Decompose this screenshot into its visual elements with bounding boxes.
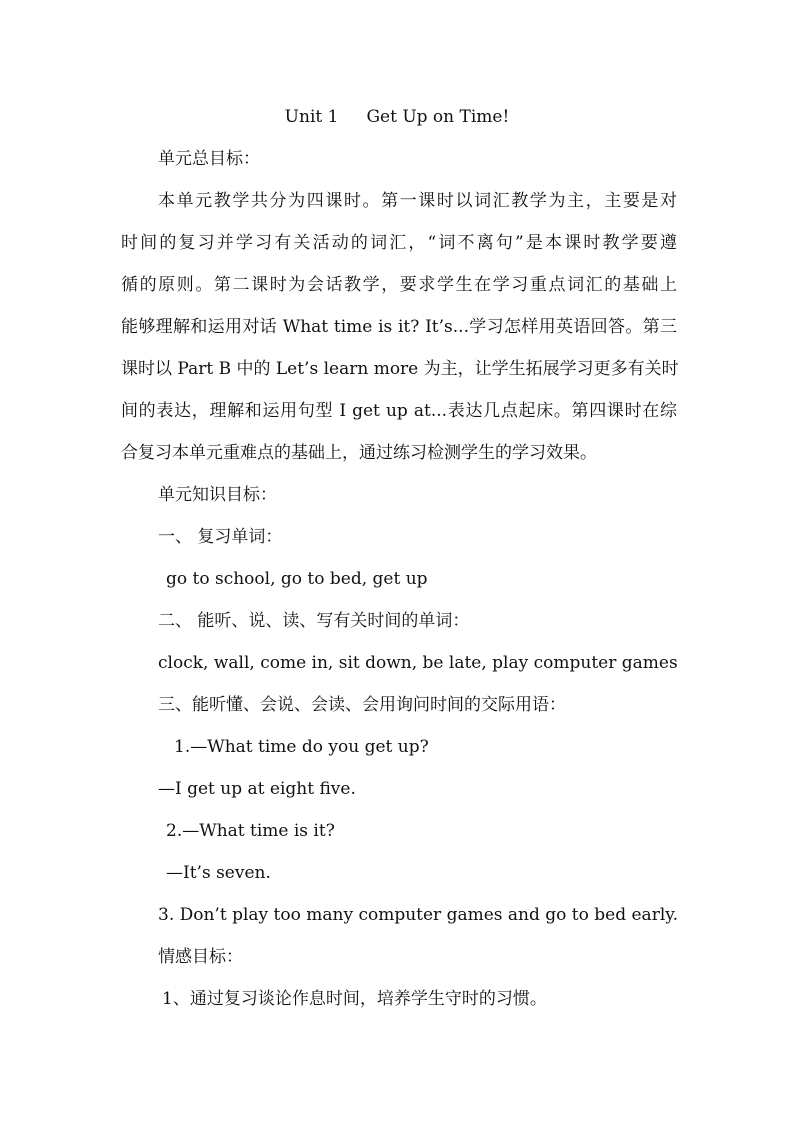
paragraph-line: 课时以 Part B 中的 Let’s learn more 为主，让学生拓展学习更多有关时: [121, 359, 679, 379]
item2-heading: 二、 能听、说、读、写有关时间的单词：: [158, 611, 470, 631]
paragraph-line: 间的表达，理解和运用句型 I get up at...表达几点起床。第四课时在综: [121, 401, 677, 421]
paragraph-line: 合复习本单元重难点的基础上，通过练习检测学生的学习效果。: [121, 443, 597, 463]
dialog-line: —I get up at eight five.: [158, 779, 356, 799]
emotion-heading: 情感目标：: [158, 947, 243, 967]
paragraph-line: 本单元教学共分为四课时。第一课时以词汇教学为主，主要是对: [158, 191, 677, 211]
dialog-line: 2.—What time is it?: [166, 821, 335, 841]
item3-heading: 三、能听懂、会说、会读、会用询问时间的交际用语：: [158, 695, 566, 715]
overall-goal-heading: 单元总目标：: [158, 149, 260, 169]
knowledge-heading: 单元知识目标：: [158, 485, 277, 505]
item2-words: clock, wall, come in, sit down, be late, play computer games: [158, 653, 678, 673]
item1-heading: 一、 复习单词：: [158, 527, 283, 547]
unit-number: Unit 1: [284, 107, 339, 127]
unit-name: Get Up on Time!: [366, 107, 510, 127]
item1-words: go to school, go to bed, get up: [166, 569, 428, 589]
dialog-line: 3. Don’t play too many computer games and go to bed early.: [158, 905, 679, 925]
unit-title: [0, 105, 794, 129]
paragraph-line: 能够理解和运用对话 What time is it? It’s...学习怎样用英语回答。第三: [121, 317, 677, 337]
dialog-line: 1.—What time do you get up?: [174, 737, 429, 757]
dialog-line: —It’s seven.: [166, 863, 271, 883]
paragraph-line: 时间的复习并学习有关活动的词汇，“词不离句”是本课时教学要遵: [121, 233, 677, 253]
paragraph-line: 循的原则。第二课时为会话教学，要求学生在学习重点词汇的基础上: [121, 275, 677, 295]
emotion-item-1: 1、通过复习谈论作息时间，培养学生守时的习惯。: [162, 989, 547, 1009]
